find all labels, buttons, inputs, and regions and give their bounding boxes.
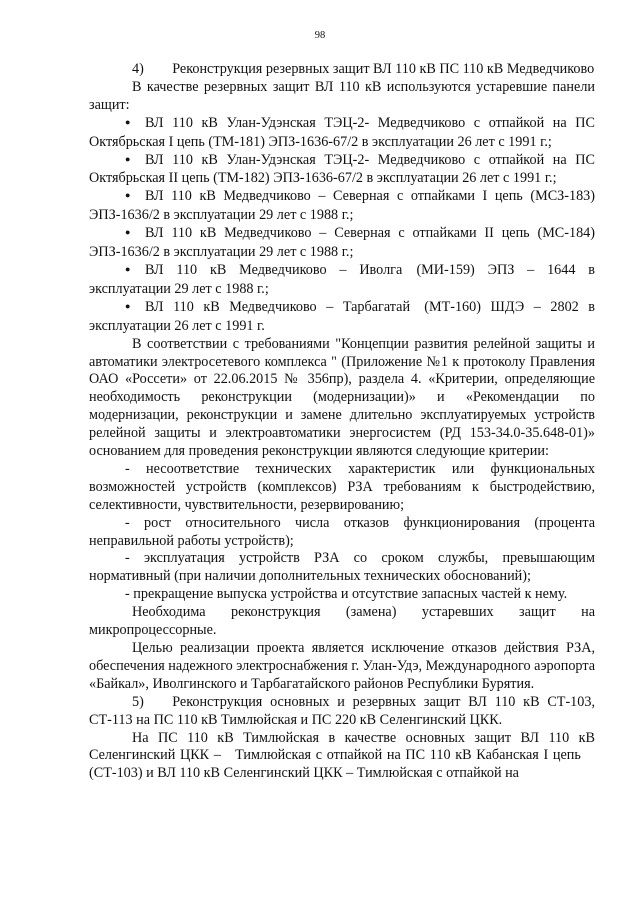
section-4-heading: 4) Реконструкция резервных защит ВЛ 110 кВ ПС 110 кВ Медведчиково	[132, 61, 595, 77]
bullet-item	[89, 152, 595, 189]
bullet-icon	[125, 299, 145, 318]
bullet-text: ВЛ 110 кВ Медведчиково – Тарбагатай (МТ-160) ШДЭ – 2802 в эксплуатации 26 лет с 1991 г.	[89, 298, 595, 334]
bullet-icon	[125, 188, 145, 207]
bullet-text: ВЛ 110 кВ Улан-Удэнская ТЭЦ-2- Медведчиково с отпайкой на ПС Октябрьская I цепь (ТМ-181) ЭПЗ-1636-67/2 в эксплуатации 26 лет с 1991 г.;	[89, 114, 595, 150]
bullet-icon	[125, 262, 145, 281]
page-body	[89, 61, 595, 783]
criterion-item: - прекращение выпуска устройства и отсутствие запасных частей к нему.	[125, 586, 568, 603]
requirements-paragraph: В соответствии с требованиями "Концепции развития релейной защиты и автоматики электросетевого комплекса " (Приложение №1 к протоколу Правления ОАО «Россети» от 22.06.2015 № 356пр), раздела 4. «Критерии, определяющие необходимость реконструкции (модернизации)» и «Рекомендации по модернизации, реконструкции и замене длительно эксплуатируемых устройств релейной защиты и электроавтоматики энергосистем (РД 153-34.0-35.648-01)» основанием для проведения реконструкции являются следующие критерии:	[89, 335, 595, 460]
section-5-text: На ПС 110 кВ Тимлюйская в качестве основных защит ВЛ 110 кВ Селенгинский ЦКК – Тимлюйская с отпайкой на ПС 110 кВ Кабанская I цепь (СТ-103) и ВЛ 110 кВ Селенгинский ЦКК – Тимлюйская с отпайкой на	[89, 729, 595, 782]
section-4-intro: В качестве резервных защит ВЛ 110 кВ используются устаревшие панели защит:	[89, 78, 595, 113]
bullet-item	[89, 225, 595, 262]
page-number: 98	[314, 30, 326, 41]
bullet-text: ВЛ 110 кВ Медведчиково – Северная с отпайками II цепь (МС-184) ЭПЗ-1636/2 в эксплуатации 29 лет с 1988 г.;	[89, 225, 595, 261]
bullet-icon	[125, 115, 145, 134]
section-5-heading: 5) Реконструкция основных и резервных защит ВЛ 110 кВ СТ-103, СТ-113 на ПС 110 кВ Тимлюйская и ПС 220 кВ Селенгинский ЦКК.	[89, 693, 595, 728]
necessity-paragraph: Необходима реконструкция (замена) устаревших защит на микропроцессорные.	[89, 604, 595, 639]
bullet-text: ВЛ 110 кВ Медведчиково – Северная с отпайками I цепь (МСЗ-183) ЭПЗ-1636/2 в эксплуатации 29 лет с 1988 г.;	[89, 188, 595, 224]
criterion-item: - несоответствие технических характеристик или функциональных возможностей устройств (комплексов) РЗА требованиям к быстродействию, селективности, чувствительности, резервированию;	[89, 460, 595, 513]
bullet-item	[89, 262, 595, 299]
goal-paragraph: Целью реализации проекта является исключение отказов действия РЗА, обеспечения надежного электроснабжения г. Улан-Удэ, Международного аэропорта «Байкал», Иволгинского и Тарбагатайского районов Республики Бурятия.	[89, 640, 595, 692]
bullet-item	[89, 115, 595, 152]
bullet-item	[89, 299, 595, 336]
criterion-item: - рост относительного числа отказов функционирования (процента неправильной работы устройств);	[89, 514, 595, 549]
bullet-icon	[125, 225, 145, 244]
bullet-icon	[125, 152, 145, 171]
criterion-item: - эксплуатация устройств РЗА со сроком службы, превышающим нормативный (при наличии дополнительных технических обоснований);	[89, 550, 595, 585]
bullet-item	[89, 188, 595, 225]
bullet-text: ВЛ 110 кВ Улан-Удэнская ТЭЦ-2- Медведчиково с отпайкой на ПС Октябрьская II цепь (ТМ-182) ЭПЗ-1636-67/2 в эксплуатации 26 лет с 1991 г.;	[89, 151, 595, 187]
bullet-text: ВЛ 110 кВ Медведчиково – Иволга (МИ-159) ЭПЗ – 1644 в эксплуатации 29 лет с 1988 г.;	[89, 261, 595, 297]
